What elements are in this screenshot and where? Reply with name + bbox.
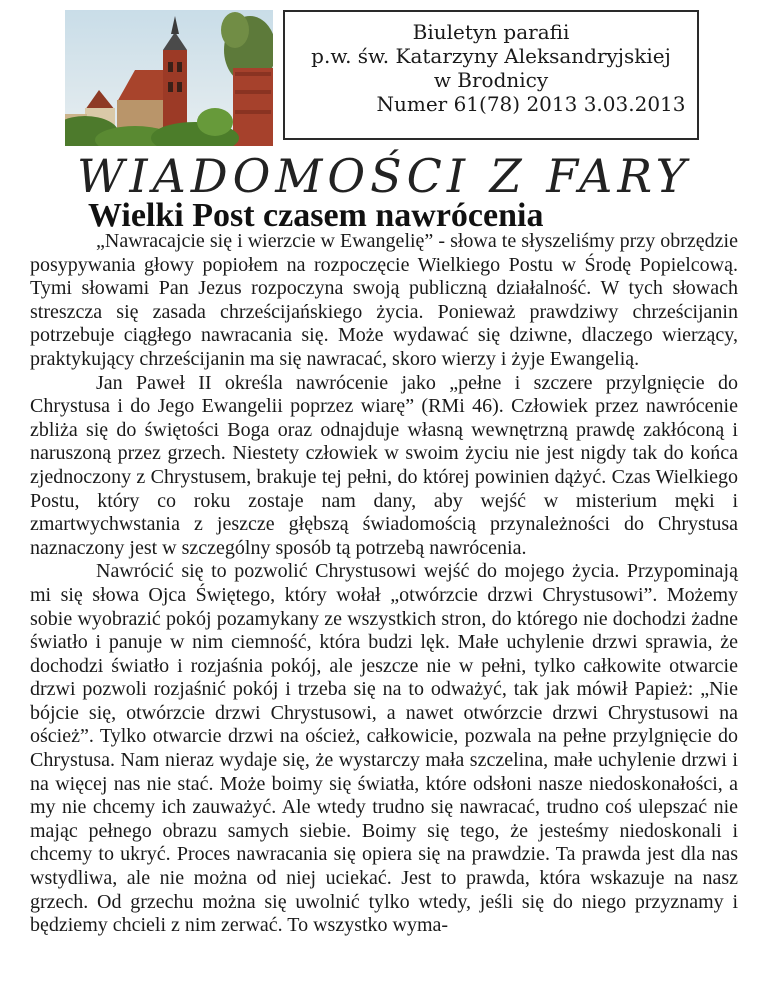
- bulletin-line-town: w Brodnicy: [433, 68, 549, 92]
- bulletin-line-patron: p.w. św. Katarzyny Aleksandryjskiej: [311, 44, 671, 68]
- article-body: [30, 230, 738, 938]
- article-paragraph: Jan Paweł II określa nawrócenie jako „pełne i szczere przylgnięcie do Chrystusa i do Jego Ewangelii poprzez wiarę” (RMi 46). Człowiek przez nawrócenie zbliża się do świętości Boga oraz odnajduje własną wewnętrzną prawdę zakłóconą i naruszoną przez grzech. Niestety człowiek w swoim życiu nie jest nigdy tak do końca zjednoczony z Chrystusem, brakuje tej pełni, do której powinien dążyć. Czas Wielkiego Postu, który co roku zostaje nam dany, aby wejść w misterium męki i zmartwychwstania z jeszcze głębszą świadomością przynależności do Chrystusa naznaczony jest w szczególny sposób tą potrzebą nawrócenia.: [30, 371, 738, 559]
- church-tower-icon: [65, 10, 273, 146]
- article-paragraph: „Nawracajcie się i wierzcie w Ewangelię” - słowa te słyszeliśmy przy obrzędzie posypywania głowy popiołem na rozpoczęcie Wielkiego Postu w Środę Popielcową. Tymi słowami Pan Jezus rozpoczyna swoją publiczną działalność. W tych słowach streszcza się zasada chrześcijańskiego życia. Ponieważ prawdziwy chrześcijanin potrzebuje ciągłego nawracania się. Może wydawać się dziwne, dlaczego wierzący, praktykujący chrześcijanin ma się nawracać, skoro wierzy i żyje Ewangelią.: [30, 230, 738, 370]
- bulletin-info-box: [283, 10, 699, 140]
- article-paragraph: Nawrócić się to pozwolić Chrystusowi wejść do mojego życia. Przypominają mi się słowa Ojca Świętego, który wołał „otwórzcie drzwi Chrystusowi”. Możemy sobie wyobrazić pokój pozamykany ze wszystkich stron, do którego nie dochodzi żadne światło i panuje w nim ciemność, która budzi lęk. Małe uchylenie drzwi sprawia, że dochodzi światło i rozjaśnia pokój, ale jeszcze nie w pełni, tylko całkowite otwarcie drzwi pozwoli rozjaśnić pokój i trzeba się na to odważyć, tak jak mówił Papież: „Nie bójcie się, otwórzcie drzwi Chrystusowi, a nawet otwórzcie drzwi Chrystusowi na oścież”. Tylko otwarcie drzwi na oścież, całkowicie, pozwala na pełne przylgnięcie do Chrystusa. Nam nieraz wydaje się, że wystarczy mała szczelina, małe uchylenie drzwi i na więcej nas nie stać. Może boimy się światła, które odsłoni nasze niedoskonałości, a my nie chcemy ich zauważyć. Ale wtedy trudno się nawracać, trudno coś ulepszać nie mając pełnego obrazu samych siebie. Boimy się tego, że jesteśmy niedoskonali i chcemy to ukryć. Proces nawracania się opiera się na prawdzie. Ta prawda jest dla nas wstydliwa, ale nie można od niej uciekać. Jest to prawda, która wskazuje na nasz grzech. Od grzechu można się uwolnić tylko wtedy, jeśli się do niego przyznamy i będziemy chcieli z nim zerwać. To wszystko wyma-: [30, 560, 738, 937]
- article-headline: Wielki Post czasem nawrócenia: [88, 197, 544, 234]
- masthead-title: WIADOMOŚCI Z FARY: [77, 149, 691, 203]
- bulletin-line-issue: Numer 61(78) 2013 3.03.2013: [376, 92, 686, 116]
- church-photo: [65, 10, 273, 146]
- bulletin-line-parish: Biuletyn parafii: [412, 20, 570, 44]
